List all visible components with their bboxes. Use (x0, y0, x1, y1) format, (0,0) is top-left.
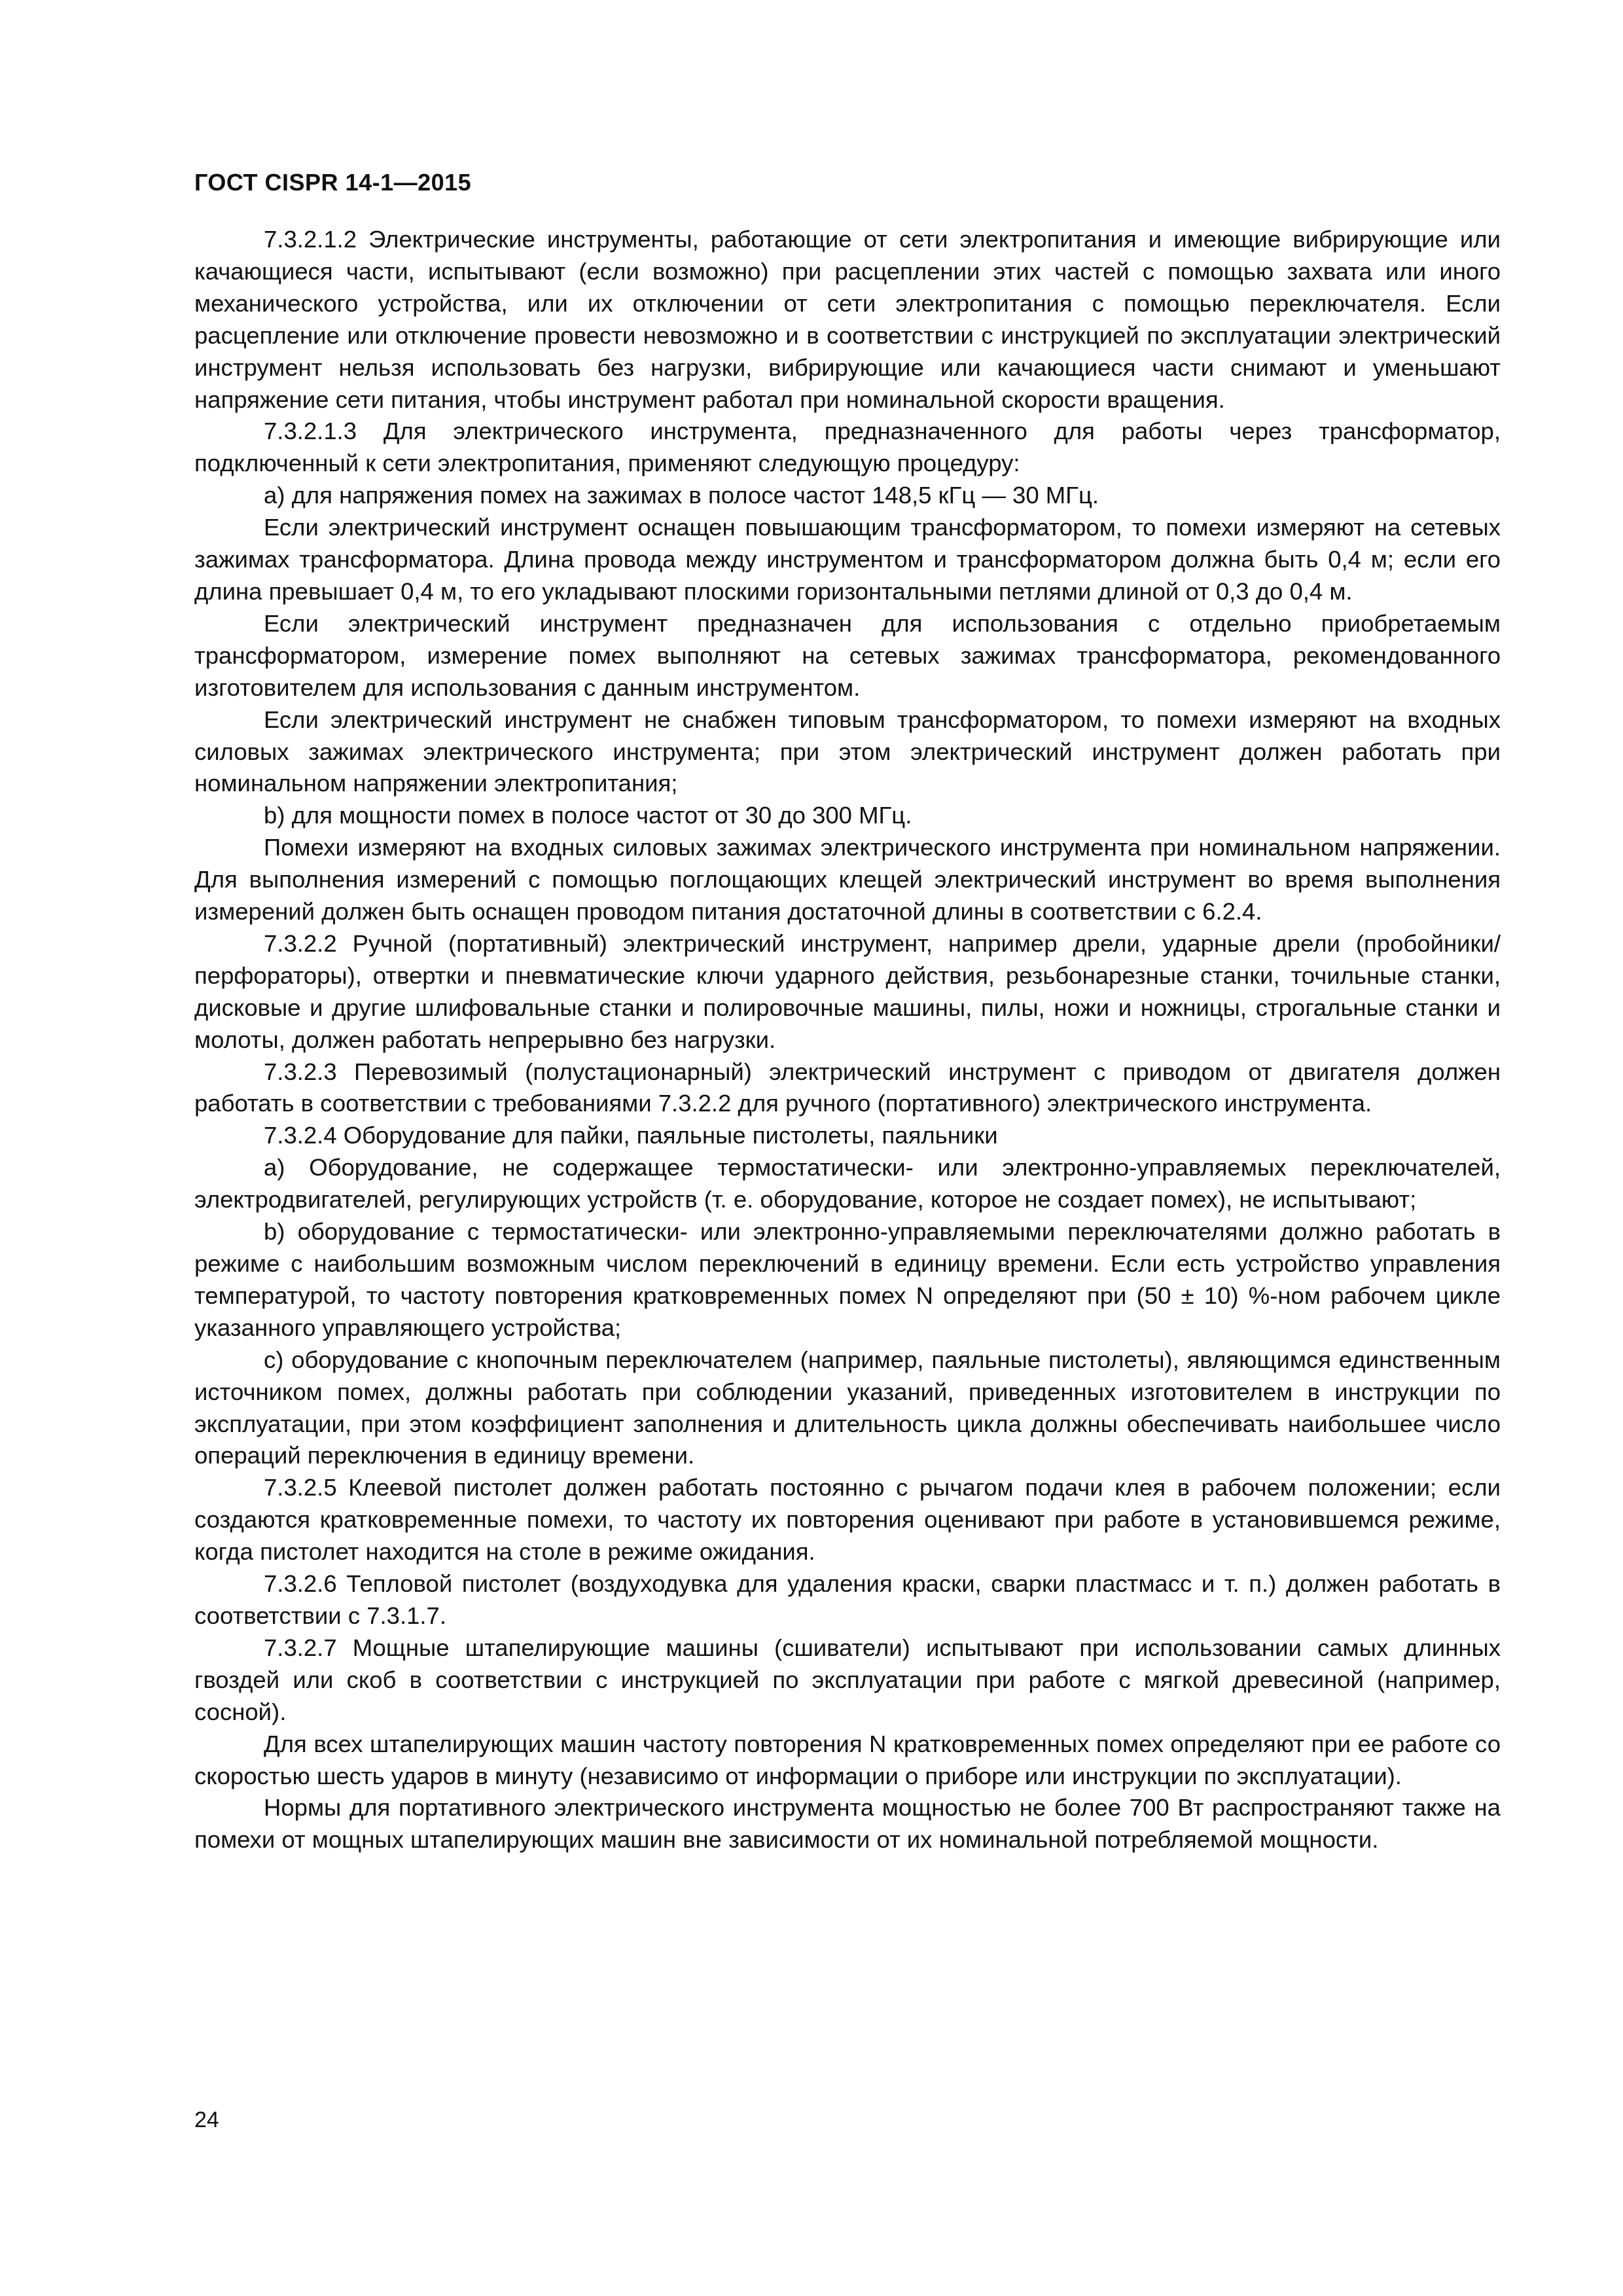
list-item-b-equipment: b) оборудование с термостатически- или электронно-управляемыми переключателями должно работать в режиме с наибольшим возможным числом переключений в единицу времени. Если есть устройство управления температурой, то частоту повторения кратковременных помех N определяют при (50 ± 10) %-ном рабочем цикле указанного управляющего устройства; (194, 1218, 1501, 1341)
paragraph-7-3-2-3: 7.3.2.3 Перевозимый (полустационарный) электрический инструмент с приводом от двигателя должен работать в соответствии с требованиями 7.3.2.2 для ручного (портативного) электрического инструмента. (194, 1058, 1501, 1117)
list-item-b-power: b) для мощности помех в полосе частот от 30 до 300 МГц. (264, 802, 912, 829)
paragraph-7-3-2-4: 7.3.2.4 Оборудование для пайки, паяльные пистолеты, паяльники (264, 1122, 998, 1149)
paragraph-7-3-2-1-3: 7.3.2.1.3 Для электрического инструмента, предназначенного для работы через трансформатор, подключенный к сети электропитания, применяют следующую процедуру: (194, 418, 1501, 477)
paragraph-absorbing-clamp: Помехи измеряют на входных силовых зажимах электрического инструмента при номинальном напряжении. Для выполнения измерений с помощью поглощающих клещей электрический инструмент во время выполнения измерений должен быть оснащен проводом питания достаточной длины в соответствии с 6.2.4. (194, 834, 1501, 925)
paragraph-7-3-2-7: 7.3.2.7 Мощные штапелирующие машины (сшиватели) испытывают при использовании самых длинных гвоздей или скоб в соответствии с инструкцией по эксплуатации при работе с мягкой древесиной (например, сосной). (194, 1634, 1501, 1725)
paragraph-7-3-2-2: 7.3.2.2 Ручной (портативный) электрический инструмент, например дрели, ударные дрели (пробойники/перфораторы), отвертки и пневматические ключи ударного действия, резьбонарезные станки, точильные станки, дисковые и другие шлифовальные станки и полировочные машины, пилы, ножи и ножницы, строгальные станки и молоты, должен работать непрерывно без нагрузки. (194, 929, 1501, 1053)
paragraph-stapler-limits: Нормы для портативного электрического инструмента мощностью не более 700 Вт распространяют также на помехи от мощных штапелирующих машин вне зависимости от их номинальной потребляемой мощности. (194, 1794, 1501, 1854)
paragraph-7-3-2-5: 7.3.2.5 Клеевой пистолет должен работать постоянно с рычагом подачи клея в рабочем положении; если создаются кратковременные помехи, то частоту их повторения оценивают при работе в установившемся режиме, когда пистолет находится на столе в режиме ожидания. (194, 1474, 1501, 1566)
list-item-c-equipment: c) оборудование с кнопочным переключателем (например, паяльные пистолеты), являющимся единственным источником помех, должны работать при соблюдении указаний, приведенных изготовителем в инструкции по эксплуатации, при этом коэффициент заполнения и длительность цикла должны обеспечивать наибольшее число операций переключения в единицу времени. (194, 1346, 1501, 1469)
paragraph-separate-transformer: Если электрический инструмент предназначен для использования с отдельно приобретаемым трансформатором, измерение помех выполняют на сетевых зажимах трансформатора, рекомендованного изготовителем для использования с данным инструментом. (194, 609, 1501, 701)
standard-code-header: ГОСТ CISPR 14-1—2015 (194, 169, 472, 196)
paragraph-step-up-transformer: Если электрический инструмент оснащен повышающим трансформатором, то помехи измеряют на сетевых зажимах трансформатора. Длина провода между инструментом и трансформатором должна быть 0,4 м; если его длина превышает 0,4 м, то его укладывают плоскими горизонтальными петлями длиной от 0,3 до 0,4 м. (194, 514, 1501, 605)
paragraph-no-transformer: Если электрический инструмент не снабжен типовым трансформатором, то помехи измеряют на входных силовых зажимах электрического инструмента; при этом электрический инструмент должен работать при номинальном напряжении электропитания; (194, 706, 1501, 797)
list-item-a-equipment: a) Оборудование, не содержащее термостатически- или электронно-управляемых переключателей, электродвигателей, регулирующих устройств (т. е. оборудование, которое не создает помех), не испытывают; (194, 1154, 1501, 1213)
page-number: 24 (194, 2108, 219, 2132)
paragraph-stapler-frequency: Для всех штапелирующих машин частоту повторения N кратковременных помех определяют при ее работе со скоростью шесть ударов в минуту (независимо от информации о приборе или инструкции по эксплуатации). (194, 1730, 1501, 1789)
document-body (194, 224, 1501, 1856)
paragraph-7-3-2-1-2: 7.3.2.1.2 Электрические инструменты, работающие от сети электропитания и имеющие вибрирующие или качающиеся части, испытывают (если возможно) при расцеплении этих частей с помощью захвата или иного механического устройства, или их отключении от сети электропитания с помощью переключателя. Если расцепление или отключение провести невозможно и в соответствии с инструкцией по эксплуатации электрический инструмент нельзя использовать без нагрузки, вибрирующие или качающиеся части снимают и уменьшают напряжение сети питания, чтобы инструмент работал при номинальной скорости вращения. (194, 226, 1501, 413)
paragraph-7-3-2-6: 7.3.2.6 Тепловой пистолет (воздуходувка для удаления краски, сварки пластмасс и т. п.) должен работать в соответствии с 7.3.1.7. (194, 1570, 1501, 1629)
list-item-a-voltage: a) для напряжения помех на зажимах в полосе частот 148,5 кГц — 30 МГц. (264, 482, 1099, 509)
